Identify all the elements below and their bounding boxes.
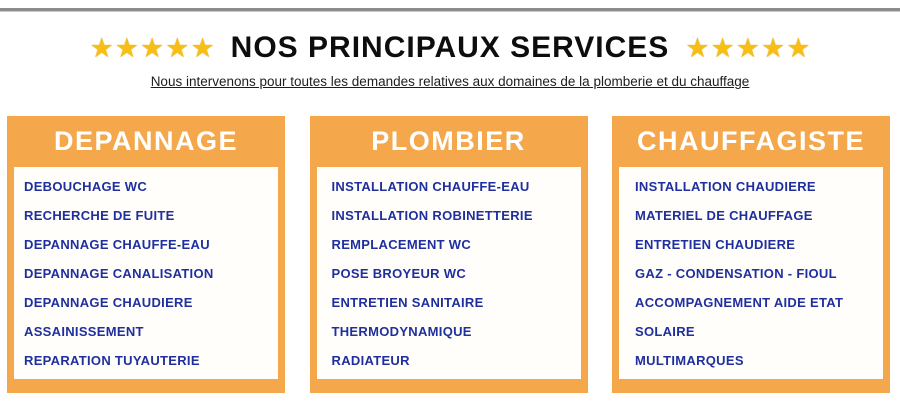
star-icon: ★	[140, 32, 165, 63]
service-item-materiel-de-chauffage[interactable]: MATERIEL DE CHAUFFAGE	[635, 208, 813, 223]
service-item-installation-chaudiere[interactable]: INSTALLATION CHAUDIERE	[635, 179, 816, 194]
section-subtitle: Nous intervenons pour toutes les demandes relatives aux domaines de la plomberie et du chauffage	[150, 74, 750, 89]
card-body-depannage	[14, 167, 278, 379]
service-item-entretien-sanitaire[interactable]: ENTRETIEN SANITAIRE	[331, 295, 484, 310]
card-title-chauffagiste: CHAUFFAGISTE	[636, 126, 865, 156]
service-item-reparation-tuyauterie[interactable]: REPARATION TUYAUTERIE	[24, 353, 200, 368]
service-item-debouchage-wc[interactable]: DEBOUCHAGE WC	[24, 179, 148, 194]
service-item-solaire[interactable]: SOLAIRE	[635, 324, 695, 339]
star-icon: ★	[760, 32, 786, 63]
top-divider	[0, 8, 900, 12]
service-item-installation-chauffe-eau[interactable]: INSTALLATION CHAUFFE-EAU	[331, 179, 530, 194]
card-plombier	[310, 116, 588, 393]
star-icon: ★	[710, 32, 735, 63]
service-item-recherche-de-fuite[interactable]: RECHERCHE DE FUITE	[24, 208, 175, 223]
service-item-thermodynamique[interactable]: THERMODYNAMIQUE	[331, 324, 472, 339]
service-item-multimarques[interactable]: MULTIMARQUES	[635, 353, 744, 368]
service-item-depannage-chauffe-eau[interactable]: DEPANNAGE CHAUFFE-EAU	[24, 237, 210, 252]
card-title-plombier: PLOMBIER	[371, 126, 526, 156]
service-item-assainissement[interactable]: ASSAINISSEMENT	[24, 324, 144, 339]
services-section	[0, 8, 900, 393]
card-chauffagiste	[612, 116, 890, 393]
card-body-plombier	[317, 167, 581, 379]
star-rating-right	[685, 32, 811, 63]
star-icon: ★	[786, 32, 811, 63]
service-item-pose-broyeur-wc[interactable]: POSE BROYEUR WC	[331, 266, 467, 281]
star-icon: ★	[114, 32, 140, 63]
service-columns	[0, 116, 900, 393]
section-title-row	[0, 29, 900, 67]
page-title: NOS PRINCIPAUX SERVICES	[230, 31, 670, 64]
service-item-accompagnement-aide-etat[interactable]: ACCOMPAGNEMENT AIDE ETAT	[635, 295, 844, 310]
star-icon: ★	[735, 32, 760, 63]
service-item-depannage-canalisation[interactable]: DEPANNAGE CANALISATION	[24, 266, 214, 281]
card-depannage	[7, 116, 285, 393]
star-rating-left	[89, 32, 215, 63]
service-item-installation-robinetterie[interactable]: INSTALLATION ROBINETTERIE	[331, 208, 533, 223]
service-item-remplacement-wc[interactable]: REMPLACEMENT WC	[331, 237, 472, 252]
star-icon: ★	[165, 32, 190, 63]
star-icon: ★	[685, 32, 710, 63]
star-icon: ★	[89, 32, 114, 63]
service-item-gaz-condensation-fioul[interactable]: GAZ - CONDENSATION - FIOUL	[635, 266, 837, 281]
service-item-depannage-chaudiere[interactable]: DEPANNAGE CHAUDIERE	[24, 295, 193, 310]
card-title-depannage: DEPANNAGE	[53, 126, 239, 156]
service-item-radiateur[interactable]: RADIATEUR	[331, 353, 410, 368]
service-item-entretien-chaudiere[interactable]: ENTRETIEN CHAUDIERE	[635, 237, 796, 252]
card-body-chauffagiste	[619, 167, 883, 379]
star-icon: ★	[190, 32, 215, 63]
